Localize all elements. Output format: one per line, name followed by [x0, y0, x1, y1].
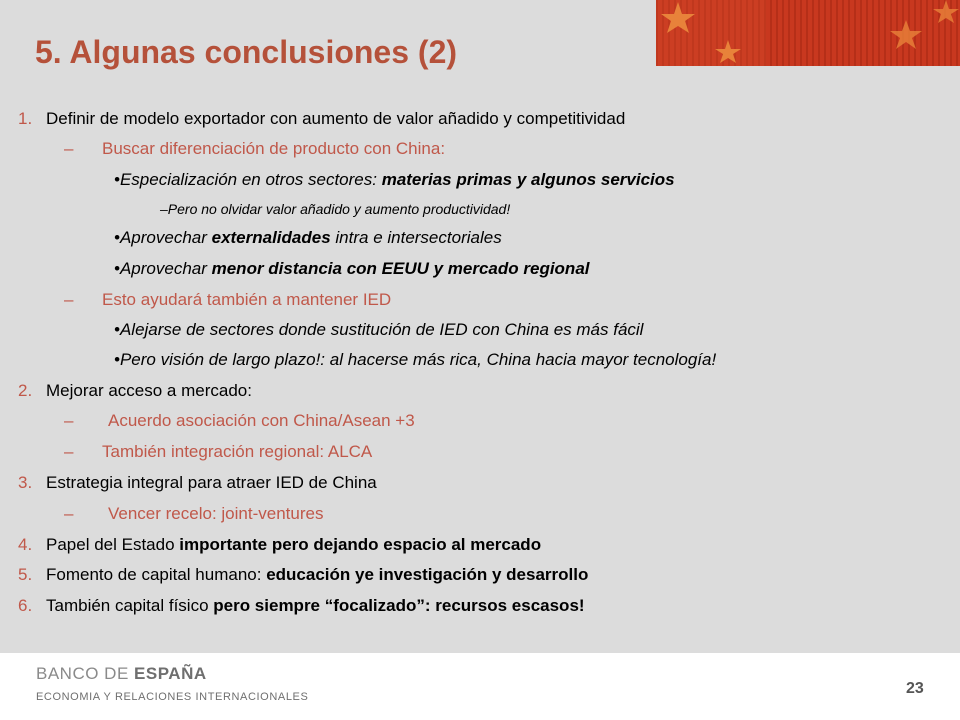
item-text-bold: educación ye investigación y desarrollo	[266, 565, 589, 584]
department-label: ECONOMIA Y RELACIONES INTERNACIONALES	[36, 691, 309, 703]
list-item	[64, 442, 372, 462]
item-dash: –	[64, 442, 74, 461]
item-text-bold: importante pero dejando espacio al mercado	[179, 535, 542, 554]
item-text: Estrategia integral para atraer IED de China	[46, 473, 377, 492]
item-text: Papel del Estado	[46, 535, 180, 554]
item-text: •Aprovechar	[114, 228, 212, 247]
item-text: •Aprovechar	[114, 259, 212, 278]
item-text: También capital físico	[46, 596, 214, 615]
item-text: También integración regional: ALCA	[102, 442, 373, 461]
item-number: 4.	[18, 535, 33, 554]
list-item	[114, 259, 590, 279]
list-item	[64, 139, 445, 159]
china-flag-banner	[656, 0, 960, 66]
logo-text-light: BANCO DE	[36, 664, 135, 683]
list-item	[114, 320, 643, 340]
list-item	[18, 109, 625, 129]
item-text: Definir de modelo exportador con aumento de valor añadido y competitividad	[46, 109, 626, 128]
list-item	[18, 473, 377, 493]
item-dash: –	[64, 411, 74, 430]
list-item	[18, 381, 252, 401]
item-text: intra e intersectoriales	[330, 228, 502, 247]
page-number: 23	[906, 680, 924, 697]
item-text-bold: pero siempre “focalizado”: recursos escasos!	[213, 596, 585, 615]
item-dash: –	[64, 139, 74, 158]
list-item	[18, 535, 541, 555]
page-title: 5. Algunas conclusiones (2)	[35, 34, 458, 70]
item-text-bold: menor distancia con EEUU y mercado regional	[211, 259, 590, 278]
item-text-bold: externalidades	[211, 228, 331, 247]
item-number: 3.	[18, 473, 33, 492]
item-text: Buscar diferenciación de producto con China:	[102, 139, 446, 158]
item-text: Fomento de capital humano:	[46, 565, 267, 584]
bank-logo	[36, 664, 207, 684]
item-text: •Pero visión de largo plazo!: al hacerse más rica, China hacia mayor tecnología!	[114, 350, 717, 369]
item-text: Vencer recelo: joint-ventures	[108, 504, 324, 523]
item-text: Acuerdo asociación con China/Asean +3	[108, 411, 415, 430]
logo-text-bold: ESPAÑA	[134, 664, 207, 683]
item-text: Esto ayudará también a mantener IED	[102, 290, 392, 309]
list-item	[18, 565, 588, 585]
item-text-bold: materias primas y algunos servicios	[381, 170, 675, 189]
list-item	[64, 504, 323, 524]
list-item	[18, 596, 585, 616]
item-text: •Alejarse de sectores donde sustitución de IED con China es más fácil	[114, 320, 644, 339]
list-item	[114, 350, 716, 370]
list-item	[114, 170, 675, 190]
item-dash: –	[64, 290, 74, 309]
item-number: 6.	[18, 596, 33, 615]
item-number: 5.	[18, 565, 33, 584]
list-item	[64, 411, 415, 431]
item-text: Mejorar acceso a mercado:	[46, 381, 252, 400]
item-dash: –	[64, 504, 74, 523]
list-item	[114, 228, 502, 248]
item-number: 2.	[18, 381, 33, 400]
item-number: 1.	[18, 109, 33, 128]
list-item	[64, 290, 391, 310]
list-item	[160, 201, 510, 217]
item-text: –Pero no olvidar valor añadido y aumento productividad!	[160, 201, 511, 217]
item-text: •Especialización en otros sectores:	[114, 170, 382, 189]
